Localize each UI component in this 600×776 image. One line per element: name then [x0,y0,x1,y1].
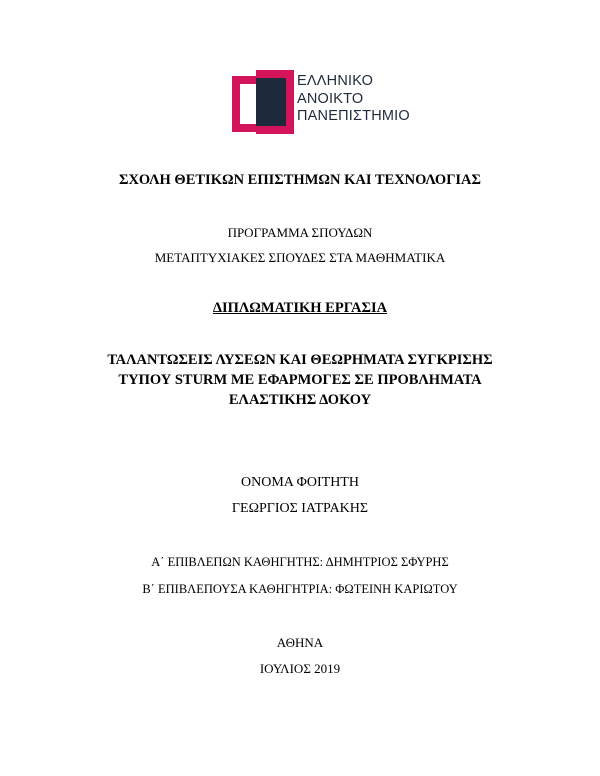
student-name: ΓΕΩΡΓΙΟΣ ΙΑΤΡΑΚΗΣ [231,501,369,516]
student-label: ΟΝΟΜΑ ΦΟΙΤΗΤΗ [241,475,359,490]
university-logo-text [297,73,410,126]
date: ΙΟΥΛΙΟΣ 2019 [259,661,341,676]
first-supervisor: Α΄ ΕΠΙΒΛΕΠΩΝ ΚΑΘΗΓΗΤΗΣ: ΔΗΜΗΤΡΙΟΣ ΣΦΥΡΗΣ [151,555,449,569]
logo-line-3: ΠΑΝΕΠΙΣΤΗΜΙΟ [297,108,410,124]
thesis-title [0,350,600,410]
thesis-title-line-1: ΤΑΛΑΝΤΩΣΕΙΣ ΛΥΣΕΩΝ ΚΑΙ ΘΕΩΡΗΜΑΤΑ ΣΥΓΚΡΙΣΗΣ [107,352,493,368]
logo-line-2: ΑΝΟΙΚΤΟ [297,90,364,107]
document-type: ΔΙΠΛΩΜΑΤΙΚΗ ΕΡΓΑΣΙΑ [212,300,388,316]
university-logo-mark-icon [232,70,294,138]
program-label: ΠΡΟΓΡΑΜΜΑ ΣΠΟΥΔΩΝ [227,225,373,240]
thesis-title-line-2: ΤΥΠΟΥ STURM ΜΕ ΕΦΑΡΜΟΓΕΣ ΣΕ ΠΡΟΒΛΗΜΑΤΑ [118,372,482,388]
place: ΑΘΗΝΑ [276,635,324,650]
university-logo [232,70,442,138]
thesis-title-line-3: ΕΛΑΣΤΙΚΗΣ ΔΟΚΟΥ [228,392,372,408]
program-name: ΜΕΤΑΠΤΥΧΙΑΚΕΣ ΣΠΟΥΔΕΣ ΣΤΑ ΜΑΘΗΜΑΤΙΚΑ [154,250,446,265]
school-name: ΣΧΟΛΗ ΘΕΤΙΚΩΝ ΕΠΙΣΤΗΜΩΝ ΚΑΙ ΤΕΧΝΟΛΟΓΙΑΣ [118,172,482,188]
second-supervisor: Β΄ ΕΠΙΒΛΕΠΟΥΣΑ ΚΑΘΗΓΗΤΡΙΑ: ΦΩΤΕΙΝΗ ΚΑΡΙΩΤΟΥ [142,582,458,596]
logo-line-1: ΕΛΛΗΝΙΚΟ [297,73,374,89]
